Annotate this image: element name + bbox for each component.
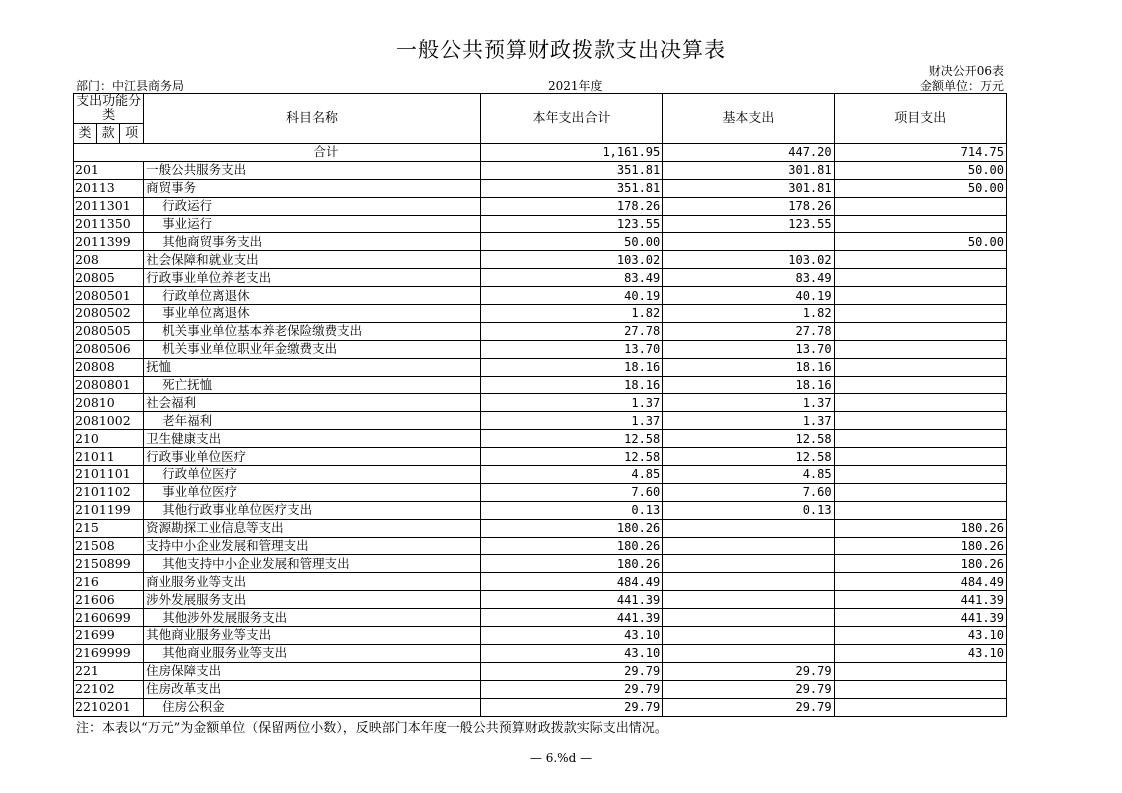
row-code: 20113 (74, 179, 144, 197)
row-project (834, 340, 1006, 358)
row-code: 216 (74, 573, 144, 591)
row-project: 43.10 (834, 627, 1006, 645)
row-name: 住房改革支出 (144, 680, 481, 698)
table-header (74, 94, 1007, 144)
row-project: 180.26 (834, 537, 1006, 555)
header-project: 项目支出 (834, 94, 1006, 144)
row-total: 103.02 (480, 251, 662, 269)
row-name: 行政事业单位养老支出 (144, 269, 481, 287)
row-total: 18.16 (480, 376, 662, 394)
row-project (834, 698, 1006, 716)
row-code: 2081002 (74, 412, 144, 430)
row-name: 其他商贸事务支出 (144, 233, 481, 251)
row-project (834, 322, 1006, 340)
row-name: 其他涉外发展服务支出 (144, 609, 481, 627)
row-total: 484.49 (480, 573, 662, 591)
row-project (834, 483, 1006, 501)
row-code: 20810 (74, 394, 144, 412)
row-basic: 12.58 (663, 430, 834, 448)
row-total: 29.79 (480, 698, 662, 716)
row-code: 2080506 (74, 340, 144, 358)
row-total: 0.13 (480, 501, 662, 519)
row-name: 事业单位医疗 (144, 483, 481, 501)
row-code: 21011 (74, 448, 144, 466)
table-row (74, 376, 1007, 394)
table-row (74, 161, 1007, 179)
row-total: 40.19 (480, 287, 662, 305)
row-code: 20808 (74, 358, 144, 376)
table-row (74, 340, 1007, 358)
unit-label: 金额单位：万元 (919, 79, 1004, 93)
row-project: 50.00 (834, 233, 1006, 251)
row-basic: 178.26 (663, 197, 834, 215)
row-project: 441.39 (834, 609, 1006, 627)
row-code: 2101102 (74, 483, 144, 501)
row-basic (663, 573, 834, 591)
row-total: 180.26 (480, 555, 662, 573)
department-label: 部门：中江县商务局 (76, 79, 185, 93)
row-basic: 18.16 (663, 358, 834, 376)
row-basic: 29.79 (663, 698, 834, 716)
table-row (74, 555, 1007, 573)
row-total: 180.26 (480, 519, 662, 537)
total-basic: 447.20 (663, 144, 834, 162)
row-basic: 301.81 (663, 161, 834, 179)
row-name: 卫生健康支出 (144, 430, 481, 448)
row-total: 83.49 (480, 269, 662, 287)
row-code: 210 (74, 430, 144, 448)
header-func-class: 支出功能分类 (74, 94, 144, 124)
row-total: 1.82 (480, 305, 662, 323)
row-total: 43.10 (480, 644, 662, 662)
row-total: 441.39 (480, 609, 662, 627)
table-row (74, 644, 1007, 662)
row-name: 行政单位离退休 (144, 287, 481, 305)
row-basic: 1.82 (663, 305, 834, 323)
row-name: 机关事业单位职业年金缴费支出 (144, 340, 481, 358)
table-row (74, 358, 1007, 376)
row-code: 2160699 (74, 609, 144, 627)
row-code: 2080502 (74, 305, 144, 323)
row-name: 机关事业单位基本养老保险缴费支出 (144, 322, 481, 340)
footnote: 注：本表以“万元”为金额单位（保留两位小数），反映部门本年度一般公共预算财政拨款实际支出情况。 (76, 721, 668, 736)
row-basic: 40.19 (663, 287, 834, 305)
row-project (834, 287, 1006, 305)
table-row (74, 197, 1007, 215)
row-project (834, 448, 1006, 466)
row-code: 21606 (74, 591, 144, 609)
row-name: 商业服务业等支出 (144, 573, 481, 591)
row-total: 18.16 (480, 358, 662, 376)
table-row (74, 591, 1007, 609)
row-basic: 0.13 (663, 501, 834, 519)
row-basic: 29.79 (663, 680, 834, 698)
row-basic (663, 555, 834, 573)
table-row (74, 233, 1007, 251)
table-row (74, 698, 1007, 716)
row-project: 50.00 (834, 161, 1006, 179)
row-project (834, 430, 1006, 448)
row-project (834, 197, 1006, 215)
row-name: 支持中小企业发展和管理支出 (144, 537, 481, 555)
row-basic: 123.55 (663, 215, 834, 233)
row-total: 13.70 (480, 340, 662, 358)
total-total: 1,161.95 (480, 144, 662, 162)
row-name: 行政事业单位医疗 (144, 448, 481, 466)
row-project (834, 358, 1006, 376)
row-project (834, 466, 1006, 484)
row-basic: 13.70 (663, 340, 834, 358)
row-project (834, 305, 1006, 323)
page-number: — 6.%d — (529, 751, 593, 765)
row-project: 484.49 (834, 573, 1006, 591)
row-code: 208 (74, 251, 144, 269)
row-name: 老年福利 (144, 412, 481, 430)
row-basic: 29.79 (663, 662, 834, 680)
row-name: 事业运行 (144, 215, 481, 233)
row-project: 50.00 (834, 179, 1006, 197)
row-code: 2011301 (74, 197, 144, 215)
table-row (74, 251, 1007, 269)
row-basic (663, 233, 834, 251)
total-row (74, 144, 1007, 162)
row-project (834, 394, 1006, 412)
row-total: 441.39 (480, 591, 662, 609)
table-row (74, 573, 1007, 591)
row-basic: 103.02 (663, 251, 834, 269)
row-total: 4.85 (480, 466, 662, 484)
table-row (74, 519, 1007, 537)
row-name: 死亡抚恤 (144, 376, 481, 394)
row-code: 221 (74, 662, 144, 680)
row-name: 社会保障和就业支出 (144, 251, 481, 269)
table-row (74, 448, 1007, 466)
row-basic (663, 519, 834, 537)
row-code: 2011399 (74, 233, 144, 251)
row-code: 2169999 (74, 644, 144, 662)
row-total: 12.58 (480, 448, 662, 466)
row-basic: 7.60 (663, 483, 834, 501)
row-name: 社会福利 (144, 394, 481, 412)
expenditure-table (73, 93, 1007, 717)
row-name: 涉外发展服务支出 (144, 591, 481, 609)
table-row (74, 501, 1007, 519)
row-code: 21699 (74, 627, 144, 645)
row-total: 7.60 (480, 483, 662, 501)
row-basic: 18.16 (663, 376, 834, 394)
row-basic: 4.85 (663, 466, 834, 484)
row-total: 29.79 (480, 680, 662, 698)
row-total: 180.26 (480, 537, 662, 555)
row-code: 21508 (74, 537, 144, 555)
form-code: 财决公开06表 (928, 64, 1004, 78)
row-code: 20805 (74, 269, 144, 287)
row-name: 事业单位离退休 (144, 305, 481, 323)
table-row (74, 412, 1007, 430)
row-name: 行政单位医疗 (144, 466, 481, 484)
table-row (74, 269, 1007, 287)
row-project (834, 680, 1006, 698)
row-project (834, 269, 1006, 287)
table-row (74, 430, 1007, 448)
row-name: 抚恤 (144, 358, 481, 376)
row-basic: 83.49 (663, 269, 834, 287)
row-basic (663, 537, 834, 555)
row-basic (663, 609, 834, 627)
row-code: 215 (74, 519, 144, 537)
page-title: 一般公共预算财政拨款支出决算表 (396, 38, 726, 62)
row-name: 其他支持中小企业发展和管理支出 (144, 555, 481, 573)
row-code: 2080501 (74, 287, 144, 305)
row-project (834, 412, 1006, 430)
table-row (74, 627, 1007, 645)
row-total: 27.78 (480, 322, 662, 340)
table-row (74, 394, 1007, 412)
table-row (74, 287, 1007, 305)
row-basic (663, 644, 834, 662)
row-total: 178.26 (480, 197, 662, 215)
year-label: 2021年度 (548, 79, 603, 93)
table-body (74, 144, 1007, 717)
row-total: 43.10 (480, 627, 662, 645)
row-name: 资源勘探工业信息等支出 (144, 519, 481, 537)
row-total: 1.37 (480, 394, 662, 412)
row-total: 50.00 (480, 233, 662, 251)
table-row (74, 322, 1007, 340)
table-row (74, 179, 1007, 197)
row-name: 其他商业服务业等支出 (144, 644, 481, 662)
row-code: 2101199 (74, 501, 144, 519)
row-project (834, 215, 1006, 233)
header-total: 本年支出合计 (480, 94, 662, 144)
header-lei: 类 (74, 124, 97, 144)
row-project: 43.10 (834, 644, 1006, 662)
row-project (834, 662, 1006, 680)
row-basic: 27.78 (663, 322, 834, 340)
header-subject: 科目名称 (144, 94, 481, 144)
row-total: 12.58 (480, 430, 662, 448)
row-basic: 12.58 (663, 448, 834, 466)
row-project: 180.26 (834, 519, 1006, 537)
row-name: 其他行政事业单位医疗支出 (144, 501, 481, 519)
header-basic: 基本支出 (663, 94, 834, 144)
row-basic (663, 591, 834, 609)
row-code: 201 (74, 161, 144, 179)
table-row (74, 680, 1007, 698)
row-code: 2101101 (74, 466, 144, 484)
row-name: 商贸事务 (144, 179, 481, 197)
row-basic: 301.81 (663, 179, 834, 197)
row-code: 2011350 (74, 215, 144, 233)
row-basic (663, 627, 834, 645)
table-row (74, 466, 1007, 484)
total-label: 合计 (74, 144, 481, 162)
row-basic: 1.37 (663, 394, 834, 412)
row-name: 一般公共服务支出 (144, 161, 481, 179)
row-code: 2080801 (74, 376, 144, 394)
row-total: 1.37 (480, 412, 662, 430)
table-row (74, 483, 1007, 501)
row-total: 351.81 (480, 161, 662, 179)
header-xiang: 项 (120, 124, 144, 144)
row-code: 22102 (74, 680, 144, 698)
row-code: 2210201 (74, 698, 144, 716)
row-name: 住房保障支出 (144, 662, 481, 680)
row-project (834, 251, 1006, 269)
row-total: 123.55 (480, 215, 662, 233)
row-basic: 1.37 (663, 412, 834, 430)
row-name: 行政运行 (144, 197, 481, 215)
row-project: 180.26 (834, 555, 1006, 573)
row-project (834, 501, 1006, 519)
row-total: 29.79 (480, 662, 662, 680)
total-project: 714.75 (834, 144, 1006, 162)
row-code: 2080505 (74, 322, 144, 340)
row-name: 住房公积金 (144, 698, 481, 716)
table-row (74, 305, 1007, 323)
row-project: 441.39 (834, 591, 1006, 609)
table-row (74, 609, 1007, 627)
row-total: 351.81 (480, 179, 662, 197)
row-code: 2150899 (74, 555, 144, 573)
header-kuan: 款 (97, 124, 120, 144)
row-project (834, 376, 1006, 394)
table-row (74, 215, 1007, 233)
table-row (74, 537, 1007, 555)
table-row (74, 662, 1007, 680)
row-name: 其他商业服务业等支出 (144, 627, 481, 645)
